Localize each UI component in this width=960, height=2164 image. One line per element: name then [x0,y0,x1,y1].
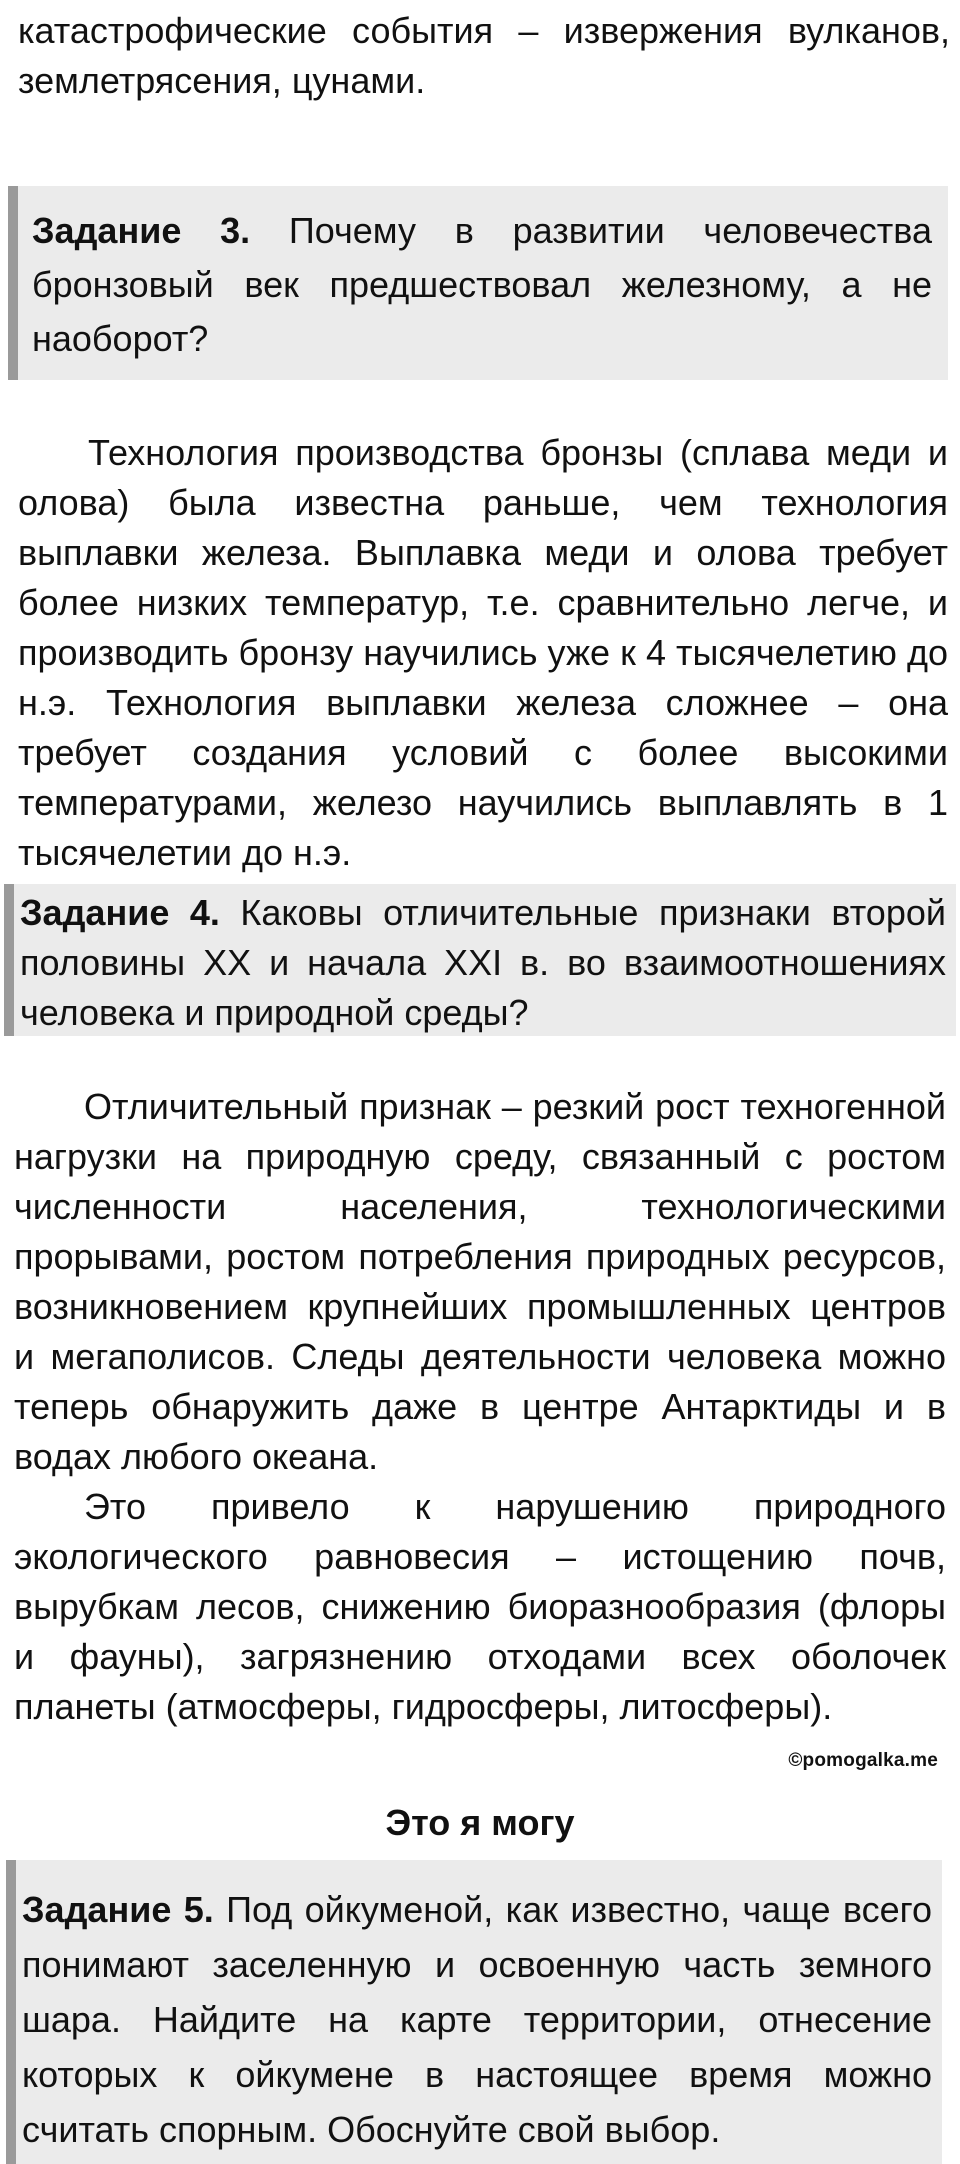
task-3-box [8,186,948,380]
task-5-title: Задание 5. [22,1889,214,1930]
task-4-box [4,884,956,1036]
section-heading: Это я могу [385,1802,575,1843]
copyright-label: ©pomogalka.me [788,1750,938,1771]
task-4-text [20,888,946,1038]
task-5-text [22,1882,932,2157]
intro-paragraph: катастрофические события – извержения вулканов, землетрясения, цунами. [18,10,950,101]
task-3-title: Задание 3. [32,210,251,251]
task-3-text [32,204,932,366]
answer-4-paragraph-2: Это привело к нарушению природного экологического равновесия – истощению почв, вырубкам лесов, снижению биоразнообразия (флоры и фауны), загрязнению отходами всех оболочек планеты (атмосферы, гидросферы, литосферы). [14,1486,946,1727]
answer-4-paragraph-1: Отличительный признак – резкий рост техногенной нагрузки на природную среду, связанный с ростом численности населения, технологическими прорывами, ростом потребления природных ресурсов, возникновением крупнейших промышленных центров и мегаполисов. Следы деятельности человека можно теперь обнаружить даже в центре Антарктиды и в водах любого океана. [14,1086,946,1477]
task-5-question: Под ойкуменой, как известно, чаще всего понимают заселенную и освоенную часть земного шара. Найдите на карте территории, отнесение которых к ойкумене в настоящее время можно считать спорным. Обоснуйте свой выбор. [22,1889,932,2150]
answer-3-paragraph: Технология производства бронзы (сплава меди и олова) была известна раньше, чем технология выплавки железа. Выплавка меди и олова требует более низких температур, т.е. сравнительно легче, и производить бронзу научились уже к 4 тысячелетию до н.э. Технология выплавки железа сложнее – она требует создания условий с более высокими температурами, железо научились выплавлять в 1 тысячелетии до н.э. [18,432,948,873]
task-5-box [6,1860,942,2164]
intro-text [18,6,950,106]
answer-4 [14,1082,946,1732]
task-4-title: Задание 4. [20,892,220,933]
task-4-question: Каковы отличительные признаки второй половины XX и начала XXI в. во взаимоотношениях человека и природной среды? [20,892,946,1033]
task-3-question: Почему в развитии человечества бронзовый век предшествовал железному, а не наоборот? [32,210,933,359]
answer-3 [18,428,948,878]
